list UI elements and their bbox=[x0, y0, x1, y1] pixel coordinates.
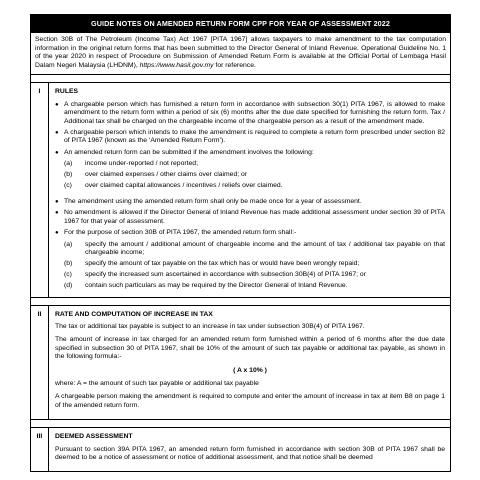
section-heading: RULES bbox=[55, 88, 79, 96]
sub-item-text: specify the amount of tax payable on the tax which has or would have been wrongly repaid; bbox=[85, 259, 360, 267]
hasil-portal-link[interactable]: https://www.hasil.gov.my bbox=[139, 61, 214, 69]
rule-text: The amendment using the amended return form shall only be made once for a year of assessment. bbox=[64, 197, 362, 205]
section-number: II bbox=[31, 306, 49, 420]
sub-item-text: income under-reported / not reported; bbox=[85, 160, 198, 168]
section-spacer bbox=[31, 297, 450, 305]
bullet-icon: ● bbox=[55, 149, 59, 156]
section-body bbox=[49, 83, 450, 296]
paragraph: Pursuant to section 39A PITA 1967, an amended return form furnished in accordance with section 30B of PITA 1967 shall be deemed to be a notice of assessment or notice of additional assessment, and that notice shall be deemed bbox=[55, 445, 445, 462]
guide-notes-page bbox=[30, 14, 451, 472]
bullet-icon: ● bbox=[55, 130, 59, 136]
rule-bullet bbox=[55, 129, 445, 146]
rule-bullet bbox=[55, 101, 445, 126]
section-spacer bbox=[31, 74, 450, 82]
section-body bbox=[49, 306, 450, 420]
sub-item bbox=[55, 282, 445, 290]
sub-item-label: (a) bbox=[64, 160, 73, 168]
section-body bbox=[49, 428, 450, 471]
section-heading: RATE AND COMPUTATION OF INCREASE IN TAX bbox=[55, 310, 213, 318]
bullet-icon: ● bbox=[55, 198, 59, 205]
paragraph: The tax or additional tax payable is subject to an increase in tax under subsection 30B(4) of PITA 1967. bbox=[55, 323, 365, 330]
sub-item-label: (c) bbox=[64, 182, 72, 190]
section-rules bbox=[31, 82, 450, 296]
sub-item bbox=[55, 260, 445, 268]
sub-item bbox=[55, 160, 445, 168]
sub-item-label: (d) bbox=[64, 281, 73, 289]
section-heading: DEEMED ASSESSMENT bbox=[55, 433, 133, 441]
sub-item bbox=[55, 182, 445, 190]
sub-item-text: over claimed capital allowances / incentives / reliefs over claimed. bbox=[85, 182, 283, 190]
document-frame bbox=[30, 14, 451, 472]
bullet-icon: ● bbox=[55, 101, 59, 108]
document-title: GUIDE NOTES ON AMENDED RETURN FORM CPP FOR YEAR OF ASSESSMENT 2022 bbox=[31, 15, 450, 32]
rule-text: No amendment is allowed if the Director General of Inland Revenue has made additional assessment under section 39 of PITA 1967 for that year of assessment. bbox=[64, 209, 445, 225]
sub-item bbox=[55, 241, 445, 258]
section-number: III bbox=[31, 428, 49, 471]
tax-formula: ( A x 10% ) bbox=[233, 366, 267, 374]
section-rate-computation bbox=[31, 305, 450, 420]
formula-definition: where: A = the amount of such tax payable or additional tax payable bbox=[55, 380, 259, 388]
rule-text: A chargeable person which has furnished a return form in accordance with subsection 30(1) PITA 1967, is allowed to make amendment to the return form within a period of six (6) months after the due date specified for furnishing the return form. Tax / Additional tax shall be charged on the chargeable income of the chargeable person as a result of the amendment made. bbox=[64, 100, 445, 125]
rule-bullet bbox=[55, 229, 445, 237]
section-number: I bbox=[31, 83, 49, 296]
paragraph: A chargeable person making the amendment is required to compute and enter the amount of increase in tax at item B8 on page 1 of the amended return form. bbox=[55, 393, 445, 409]
intro-paragraph bbox=[31, 32, 450, 74]
rule-bullet bbox=[55, 209, 445, 226]
intro-suffix: for reference. bbox=[213, 61, 256, 69]
sub-item-label: (b) bbox=[64, 171, 73, 179]
bullet-icon: ● bbox=[55, 210, 59, 217]
sub-item-label: (a) bbox=[64, 240, 73, 248]
rule-text: For the purpose of section 30B of PITA 1967, the amended return form shall:- bbox=[64, 229, 297, 237]
sub-item bbox=[55, 171, 445, 179]
sub-item-text: over claimed expenses / other claims over claimed; or bbox=[85, 171, 248, 179]
bullet-icon: ● bbox=[55, 230, 59, 237]
section-deemed-assessment bbox=[31, 427, 450, 471]
sub-item-text: specify the increased sum ascertained in accordance with subsection 30B(4) of PITA 1967; or bbox=[85, 270, 366, 278]
intro-text: Section 30B of The Petroleum (Income Tax) Act 1967 [PITA 1967] allows taxpayers to make amendment to the tax computation information in the original return forms that has been submitted to the Director General of Inland Revenue. Operational Guideline No. 1 of the year 2020 in respect of Procedure on Submission of Amended Return Form is available at the Official Portal of Lembaga Hasil Dalam Negeri Malaysia (LHDNM), bbox=[35, 36, 446, 69]
sub-item bbox=[55, 271, 445, 279]
sub-item-text: contain such particulars as may be required by the Director General of Inland Revenue. bbox=[85, 281, 348, 289]
rule-bullet bbox=[55, 198, 445, 206]
rule-text: An amended return form can be submitted if the amendment involves the following: bbox=[64, 148, 314, 156]
sub-item-label: (c) bbox=[64, 270, 72, 278]
paragraph: The amount of increase in tax charged for an amended return form furnished within a period of 6 months after the due date specified in subsection 30 of PITA 1967, shall be 10% of the amount of such tax payable or additional tax payable, as shown in the following formula:- bbox=[55, 336, 445, 361]
sub-item-text: specify the amount / additional amount of chargeable income and the amount of tax / additional tax payable on that chargeable income; bbox=[85, 240, 445, 256]
section-spacer bbox=[31, 419, 450, 427]
rule-bullet bbox=[55, 149, 445, 157]
sub-item-label: (b) bbox=[64, 259, 73, 267]
rule-text: A chargeable person which intends to make the amendment is required to complete a return form prescribed under section 82 of PITA 1967 (known as the ‘Amended Return Form’). bbox=[64, 129, 445, 145]
